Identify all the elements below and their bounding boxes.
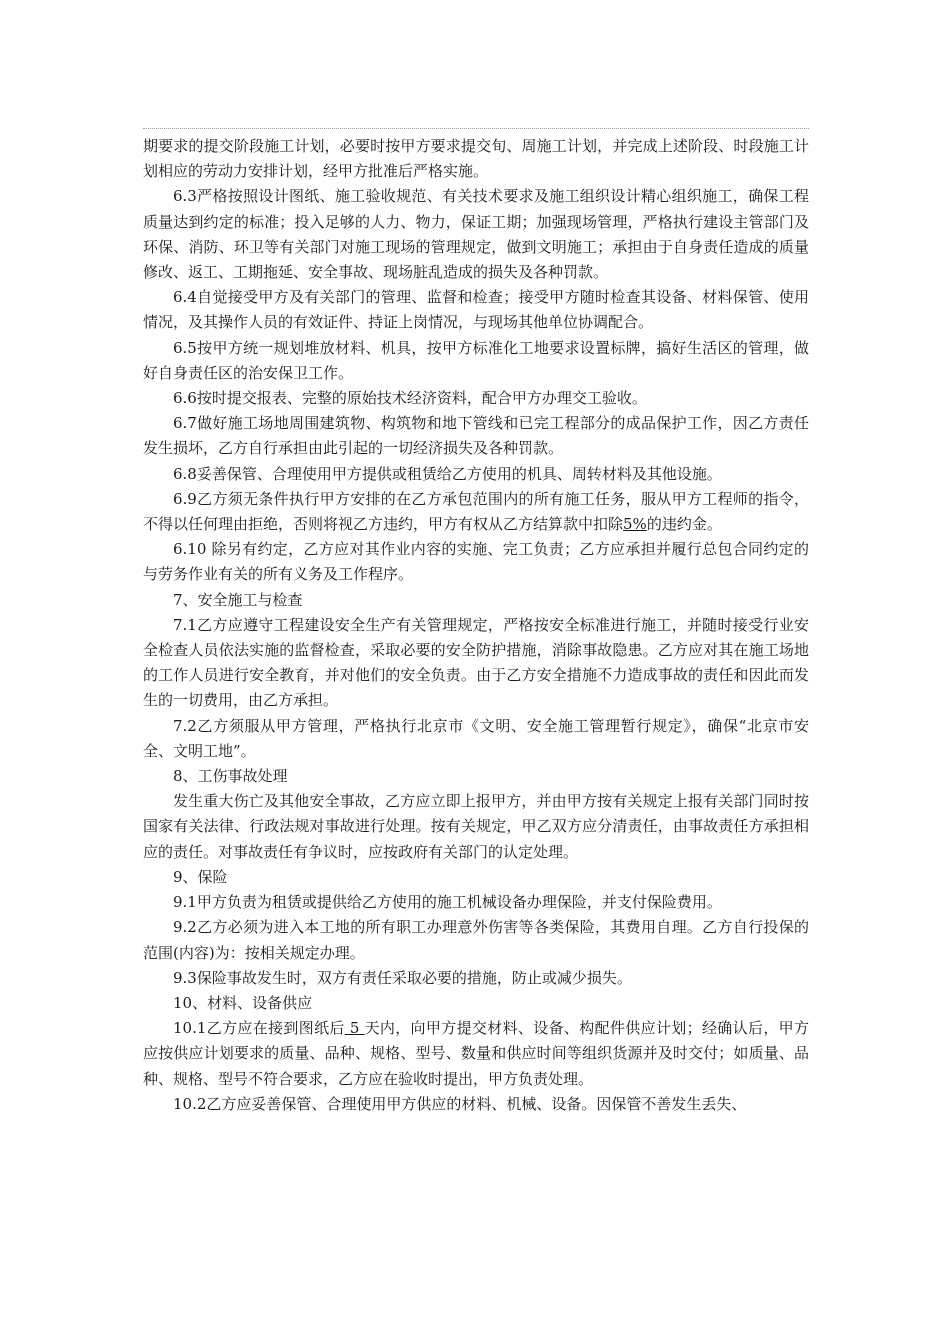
section-heading: 7、安全施工与检查 bbox=[173, 590, 303, 609]
paragraph: 10.2乙方应妥善保管、合理使用甲方供应的材料、机械、设备。因保管不善发生丢失、 bbox=[173, 1094, 747, 1113]
days-value: 5 bbox=[344, 1019, 365, 1038]
paragraph: 9.3保险事故发生时，双方有责任采取必要的措施，防止或减少损失。 bbox=[173, 968, 632, 987]
document-body bbox=[143, 134, 809, 1117]
section-heading: 10、材料、设备供应 bbox=[173, 993, 313, 1012]
paragraph: 9.1甲方负责为租赁或提供给乙方使用的施工机械设备办理保险，并支付保险费用。 bbox=[173, 893, 722, 912]
paragraph: 6.4自觉接受甲方及有关部门的管理、监督和检查；接受甲方随时检查其设备、材料保管、使用情况，及其操作人员的有效证件、持证上岗情况，与现场其他单位协调配合。 bbox=[143, 288, 809, 332]
paragraph: 6.6按时提交报表、完整的原始技术经济资料，配合甲方办理交工验收。 bbox=[173, 389, 647, 408]
paragraph: 6.8妥善保管、合理使用甲方提供或租赁给乙方使用的机具、周转材料及其他设施。 bbox=[173, 464, 722, 483]
paragraph: 期要求的提交阶段施工计划，必要时按甲方要求提交旬、周施工计划，并完成上述阶段、时段施工计划相应的劳动力安排计划，经甲方批准后严格实施。 bbox=[143, 137, 809, 181]
paragraph: 6.10 除另有约定，乙方应对其作业内容的实施、完工负责；乙方应承担并履行总包合同约定的与劳务作业有关的所有义务及工作程序。 bbox=[143, 540, 809, 584]
paragraph: 7.2乙方须服从甲方管理，严格执行北京市《文明、安全施工管理暂行规定》，确保“北京市安全、文明工地”。 bbox=[143, 716, 809, 760]
paragraph: 发生重大伤亡及其他安全事故，乙方应立即上报甲方，并由甲方按有关规定上报有关部门同时按国家有关法律、行政法规对事故进行处理。按有关规定，甲乙双方应分清责任，由事故责任方承担相应的责任。对事故责任有争议时，应按政府有关部门的认定处理。 bbox=[143, 792, 809, 861]
paragraph: 6.3严格按照设计图纸、施工验收规范、有关技术要求及施工组织设计精心组织施工，确保工程质量达到约定的标准；投入足够的人力、物力，保证工期；加强现场管理，严格执行建设主管部门及环保、消防、环卫等有关部门对施工现场的管理规定，做到文明施工；承担由于自身责任造成的质量修改、返工、工期拖延、安全事故、现场脏乱造成的损失及各种罚款。 bbox=[143, 187, 809, 282]
paragraph: 6.5按甲方统一规划堆放材料、机具，按甲方标准化工地要求设置标牌，搞好生活区的管理，做好自身责任区的治安保卫工作。 bbox=[143, 338, 809, 382]
paragraph: 7.1乙方应遵守工程建设安全生产有关管理规定，严格按安全标准进行施工，并随时接受行业安全检查人员依法实施的监督检查，采取必要的安全防护措施，消除事故隐患。乙方应对其在施工场地的工作人员进行安全教育，并对他们的安全负责。由于乙方安全措施不力造成事故的责任和因此而发生的一切费用，由乙方承担。 bbox=[143, 615, 809, 710]
paragraph: 9.2乙方必须为进入本工地的所有职工办理意外伤害等各类保险，其费用自理。乙方自行投保的范围(内容)为：按相关规定办理。 bbox=[143, 918, 809, 962]
paragraph: 6.7做好施工场地周围建筑物、构筑物和地下管线和已完工程部分的成品保护工作，因乙方责任发生损坏，乙方自行承担由此引起的一切经济损失及各种罚款。 bbox=[143, 414, 809, 458]
paragraph: 6.9乙方须无条件执行甲方安排的在乙方承包范围内的所有施工任务，服从甲方工程师的指令，不得以任何理由拒绝，否则将视乙方违约，甲方有权从乙方结算款中扣除5%的违约金。 bbox=[143, 489, 809, 534]
section-heading: 8、工伤事故处理 bbox=[173, 767, 288, 786]
penalty-rate: 5% bbox=[623, 515, 647, 534]
section-heading: 9、保险 bbox=[173, 867, 228, 886]
header-divider bbox=[143, 128, 809, 129]
paragraph: 10.1乙方应在接到图纸后 5 天内，向甲方提交材料、设备、构配件供应计划；经确认后，甲方应按供应计划要求的质量、品种、规格、型号、数量和供应时间等组织货源并及时交付；如质量、品种、规格、型号不符合要求，乙方应在验收时提出，甲方负责处理。 bbox=[143, 1019, 809, 1088]
